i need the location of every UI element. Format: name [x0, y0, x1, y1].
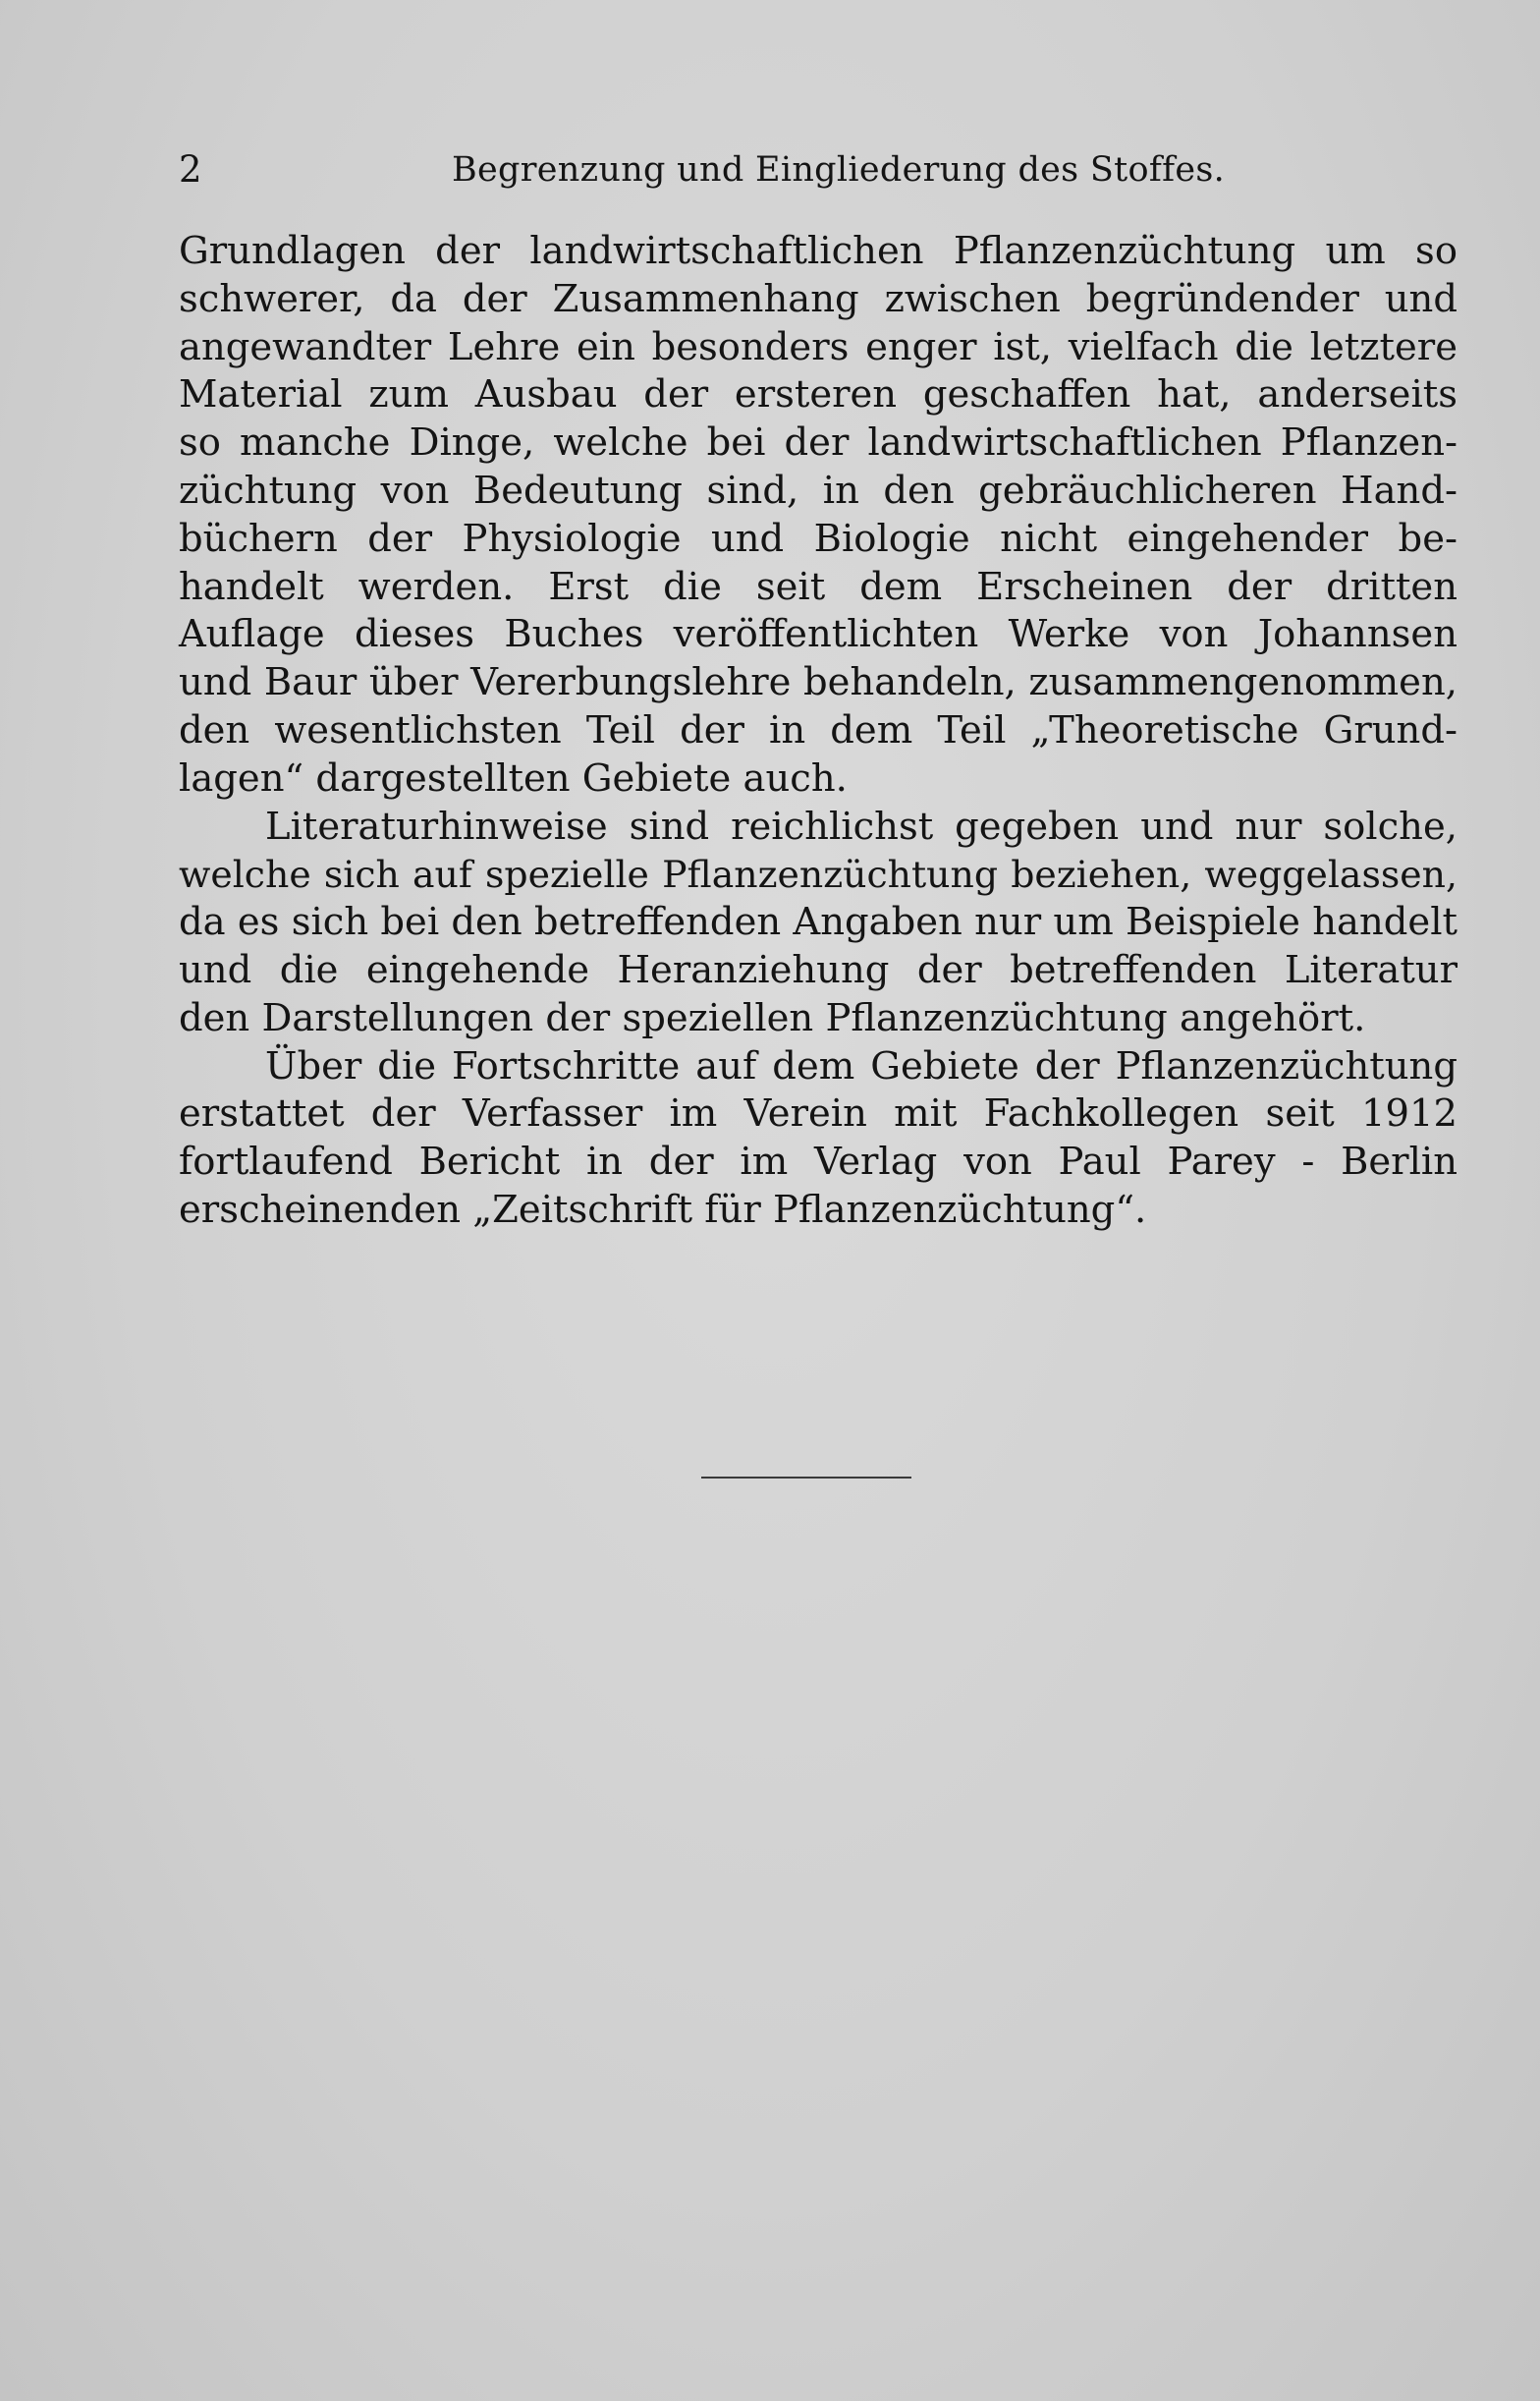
- text-line: Material zum Ausbau der ersteren geschaffen hat, anderseits: [179, 372, 1458, 418]
- text-line: Auflage dieses Buches veröffentlichten Werke von Johannsen: [179, 612, 1458, 657]
- text-line: angewandter Lehre ein besonders enger ist, vielfach die letztere: [179, 324, 1458, 369]
- text-line: büchern der Physiologie und Biologie nicht eingehender be-: [179, 516, 1458, 561]
- text-line: erscheinenden „Zeitschrift für Pflanzenzüchtung“.: [179, 1187, 1147, 1232]
- running-title: Begrenzung und Eingliederung des Stoffes.: [452, 150, 1226, 190]
- text-line: schwerer, da der Zusammenhang zwischen begründender und: [179, 276, 1458, 321]
- text-line: Über die Fortschritte auf dem Gebiete der Pflanzenzüchtung: [265, 1043, 1458, 1089]
- text-line: den wesentlichsten Teil der in dem Teil „Theoretische Grund-: [179, 707, 1458, 753]
- text-line: erstattet der Verfasser im Verein mit Fachkollegen seit 1912: [179, 1091, 1458, 1137]
- text-line: handelt werden. Erst die seit dem Erscheinen der dritten: [179, 564, 1458, 609]
- text-line: den Darstellungen der speziellen Pflanzenzüchtung angehört.: [179, 995, 1366, 1040]
- text-line: lagen“ dargestellten Gebiete auch.: [179, 755, 848, 801]
- text-line: Literaturhinweise sind reichlichst gegeben und nur solche,: [265, 804, 1458, 849]
- text-line: und die eingehende Heranziehung der betreffenden Literatur: [179, 947, 1458, 992]
- text-line: fortlaufend Bericht in der im Verlag von Paul Parey - Berlin: [179, 1140, 1458, 1185]
- section-end-rule: [701, 1477, 911, 1479]
- text-line: Grundlagen der landwirtschaftlichen Pflanzenzüchtung um so: [179, 229, 1458, 273]
- text-line: welche sich auf spezielle Pflanzenzüchtung beziehen, weggelassen,: [179, 853, 1458, 897]
- text-line: züchtung von Bedeutung sind, in den gebräuchlicheren Hand-: [179, 468, 1458, 513]
- page-number: 2: [179, 148, 202, 191]
- text-line: da es sich bei den betreffenden Angaben nur um Beispiele handelt: [179, 900, 1458, 945]
- body-text: [179, 228, 1458, 1235]
- running-head: [179, 145, 1456, 195]
- text-line: so manche Dinge, welche bei der landwirtschaftlichen Pflanzen-: [179, 420, 1458, 466]
- text-line: und Baur über Vererbungslehre behandeln, zusammengenommen,: [179, 660, 1458, 705]
